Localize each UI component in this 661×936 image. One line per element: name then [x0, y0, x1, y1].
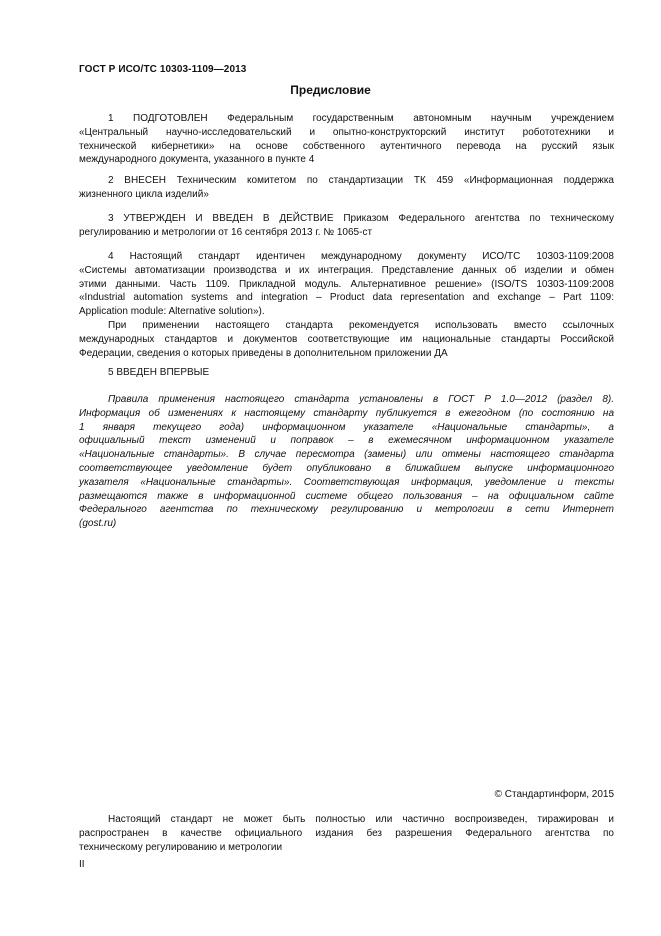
text-line: этими данными. Часть 1109. Прикладной модуль. Альтернативное решение» (ISO/TS 10303-1109:2008 — [79, 278, 614, 290]
text-line: техническому регулированию и метрологии — [79, 841, 283, 853]
text-line: Правила применения настоящего стандарта установлены в ГОСТ Р 1.0—2012 (раздел 8). — [108, 394, 614, 405]
text-line: «Национальные стандарты». В случае пересмотра (замены) или отмены настоящего стандарта — [79, 449, 614, 461]
page-number: II — [79, 859, 85, 870]
text-line: официальный текст изменений и поправок – в ежемесячном информационном указателе — [79, 435, 614, 447]
text-line: 4 Настоящий стандарт идентичен международному документу ИСО/ТС 10303-1109:2008 — [108, 251, 614, 262]
text-line: 3 УТВЕРЖДЕН И ВВЕДЕН В ДЕЙСТВИЕ Приказом Федерального агентства по техническому — [108, 213, 614, 224]
paragraph-4 — [79, 250, 614, 360]
text-line: 1 января текущего года) информационном указателе «Национальные стандарты», а — [79, 421, 614, 433]
text-line: распространен в качестве официального издания без разрешения Федерального агентства по — [79, 827, 614, 839]
text-line: Настоящий стандарт не может быть полностью или частично воспроизведен, тиражирован и — [108, 814, 614, 825]
text-line: «Industrial automation systems and integration – Product data representation and exchange – Part 1109: — [79, 292, 614, 304]
paragraph-5 — [79, 366, 614, 380]
document-number: ГОСТ Р ИСО/ТС 10303-1109—2013 — [79, 64, 247, 75]
text-line: «Системы автоматизации производства и их интеграция. Представление данных об изделии и обмен — [79, 264, 614, 276]
paragraph-1 — [79, 112, 614, 167]
copyright: © Стандартинформ, 2015 — [494, 789, 614, 800]
rules-paragraph — [79, 393, 614, 531]
text-line: 1 ПОДГОТОВЛЕН Федеральным государственным автономным научным учреждением — [108, 113, 614, 124]
reproduction-notice — [79, 813, 614, 854]
text-line: При применении настоящего стандарта рекомендуется использовать вместо ссылочных — [108, 319, 614, 331]
text-line: Федерального агентства по техническому регулированию и метрологии в сети Интернет — [79, 504, 614, 516]
text-line: соответствующее уведомление будет опубликовано в ближайшем выпуске информационного — [79, 462, 614, 474]
text-line: размещаются также в информационной системе общего пользования – на официальном сайте — [79, 490, 614, 502]
text-line: Информация об изменениях к настоящему стандарту публикуется в ежегодном (по состоянию на — [79, 407, 614, 419]
page-title: Предисловие — [290, 83, 371, 97]
text-line: Федерации, сведения о которых приведены в дополнительном приложении ДА — [79, 347, 448, 359]
paragraph-3 — [79, 212, 614, 240]
text-line: регулированию и метрологии от 16 сентября 2013 г. № 1065-ст — [79, 226, 373, 238]
text-line: жизненного цикла изделий» — [79, 188, 209, 200]
text-line: технической кибернетики» на основе собственного аутентичного перевода на русский язык — [79, 140, 614, 152]
text-line: 5 ВВЕДЕН ВПЕРВЫЕ — [108, 367, 210, 378]
text-line: международных стандартов и документов соответствующие им национальные стандарты Российской — [79, 333, 614, 345]
text-line: 2 ВНЕСЕН Техническим комитетом по стандартизации ТК 459 «Информационная поддержка — [108, 175, 614, 186]
text-line: «Центральный научно-исследовательский и опытно-конструкторский институт робототехники и — [79, 126, 614, 138]
text-line: Application module: Alternative solution»). — [79, 306, 265, 318]
paragraph-2 — [79, 174, 614, 202]
text-line: указателя «Национальные стандарты». Соответствующая информация, уведомление и тексты — [79, 476, 614, 488]
text-line: международного документа, указанного в пункте 4 — [79, 154, 315, 166]
text-line: (gost.ru) — [79, 518, 117, 530]
